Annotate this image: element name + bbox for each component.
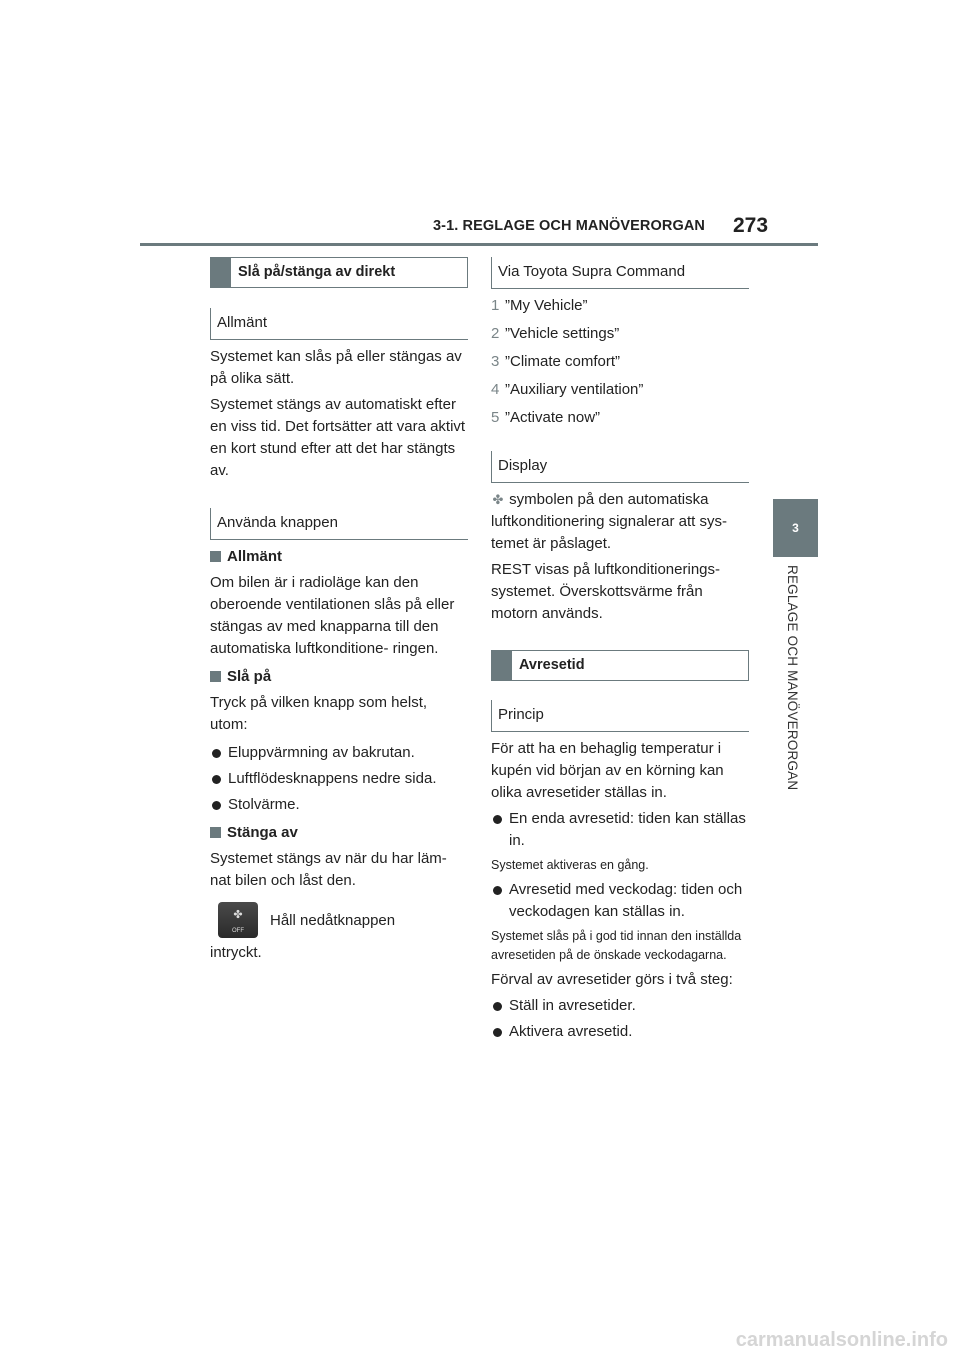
list-item-text: Luftflödesknappens nedre sida.	[228, 770, 437, 787]
step-item	[491, 379, 749, 401]
list-item	[491, 1021, 749, 1043]
bullet-dot-icon	[493, 1002, 502, 1011]
paragraph	[491, 489, 749, 555]
watermark: carmanualsonline.info	[735, 1329, 948, 1351]
list-item	[491, 879, 749, 923]
list-item-text: Avresetid med veckodag: tiden och veckodagen kan ställas in.	[509, 881, 743, 920]
subheading-text: Använda knappen	[217, 514, 338, 531]
chapter-vertical-title: REGLAGE OCH MANÖVERORGAN	[785, 565, 800, 791]
paragraph: intryckt.	[210, 944, 262, 961]
section-heading	[210, 257, 468, 288]
section-heading-text: Slå på/stänga av direkt	[238, 264, 396, 280]
chapter-tab: 3	[773, 499, 818, 557]
subheading-allmant	[210, 308, 468, 340]
subheading-text: Display	[498, 457, 548, 474]
header-rule	[140, 243, 818, 246]
bullet-dot-icon	[493, 815, 502, 824]
subheading-via-supra-command	[491, 257, 749, 289]
subheading-text: Via Toyota Supra Command	[498, 263, 686, 280]
subheading-display	[491, 451, 749, 483]
step-text: ”Vehicle settings”	[505, 325, 620, 342]
button-instruction	[210, 902, 468, 942]
bullet-dot-icon	[493, 1028, 502, 1037]
page-number: 273	[733, 214, 769, 237]
paragraph: Systemet stängs av när du har läm- nat bilen och låst den.	[210, 850, 447, 889]
list-item-text: En enda avresetid: tiden kan ställas in.	[509, 810, 746, 849]
step-item	[491, 295, 749, 317]
step-text: ”Activate now”	[505, 409, 601, 426]
step-item	[491, 407, 749, 429]
step-item	[491, 351, 749, 373]
list-item	[491, 808, 749, 852]
button-icon-label: OFF	[232, 928, 244, 934]
right-column	[491, 257, 749, 1043]
step-item	[491, 323, 749, 345]
bullet-dot-icon	[493, 886, 502, 895]
step-number: 2	[491, 325, 500, 342]
bullet-dot-icon	[212, 775, 221, 784]
section-heading	[491, 650, 749, 681]
fan-icon: ✤	[233, 909, 243, 921]
bold-heading-text: Allmänt	[227, 548, 283, 565]
left-column	[210, 257, 468, 964]
bold-heading	[210, 822, 468, 844]
step-number: 4	[491, 381, 500, 398]
list-item	[491, 995, 749, 1017]
section-heading-bar	[211, 258, 231, 287]
step-text: ”Auxiliary ventilation”	[505, 381, 644, 398]
note: Systemet aktiveras en gång.	[491, 858, 649, 872]
paragraph-text: symbolen på den automatiska luftkonditionering signalerar att sys- temet är påslaget.	[491, 491, 727, 552]
fan-off-button-icon	[218, 902, 258, 938]
paragraph: Systemet kan slås på eller stängas av på olika sätt.	[210, 348, 462, 387]
note: Systemet slås på i god tid innan den inställda avresetiden på de önskade veckodagarna.	[491, 929, 742, 962]
step-number: 1	[491, 297, 500, 314]
list-item-text: Aktivera avresetid.	[509, 1023, 633, 1040]
bullet-dot-icon	[212, 801, 221, 810]
square-bullet-icon	[210, 551, 221, 562]
square-bullet-icon	[210, 671, 221, 682]
step-number: 3	[491, 353, 500, 370]
section-heading-text: Avresetid	[519, 657, 585, 673]
list-item-text: Eluppvärmning av bakrutan.	[228, 744, 415, 761]
paragraph: Om bilen är i radioläge kan den oberoende ventilationen slås på eller stängas av med knapparna till den automatiska luftkonditione- ringen.	[210, 574, 455, 657]
subheading-anvanda-knappen	[210, 508, 468, 540]
bullet-dot-icon	[212, 749, 221, 758]
square-bullet-icon	[210, 827, 221, 838]
bold-heading-text: Stänga av	[227, 824, 298, 841]
paragraph: Håll nedåtknappen	[270, 912, 396, 929]
paragraph: Förval av avresetider görs i två steg:	[491, 971, 733, 988]
paragraph: REST visas på luftkonditionerings- systemet. Överskottsvärme från motorn används.	[491, 561, 720, 622]
step-text: ”Climate comfort”	[505, 353, 621, 370]
list-item-text: Ställ in avresetider.	[509, 997, 636, 1014]
list-item-text: Stolvärme.	[228, 796, 300, 813]
fan-icon: ✤	[492, 492, 504, 507]
paragraph: För att ha en behaglig temperatur i kupén vid början av en körning kan olika avresetider ställas in.	[491, 740, 724, 801]
step-number: 5	[491, 409, 500, 426]
bold-heading	[210, 546, 468, 568]
paragraph: Systemet stängs av automatiskt efter en viss tid. Det fortsätter att vara aktivt en kort stund efter att det har stängts av.	[210, 396, 466, 479]
subheading-text: Princip	[498, 706, 544, 723]
step-text: ”My Vehicle”	[505, 297, 588, 314]
paragraph: Tryck på vilken knapp som helst, utom:	[210, 694, 428, 733]
bold-heading-text: Slå på	[227, 668, 272, 685]
running-header-title: 3-1. REGLAGE OCH MANÖVERORGAN	[433, 218, 705, 234]
subheading-princip	[491, 700, 749, 732]
section-heading-bar	[492, 651, 512, 680]
list-item	[210, 742, 468, 764]
list-item	[210, 768, 468, 790]
subheading-text: Allmänt	[217, 314, 268, 331]
bold-heading	[210, 666, 468, 688]
list-item	[210, 794, 468, 816]
